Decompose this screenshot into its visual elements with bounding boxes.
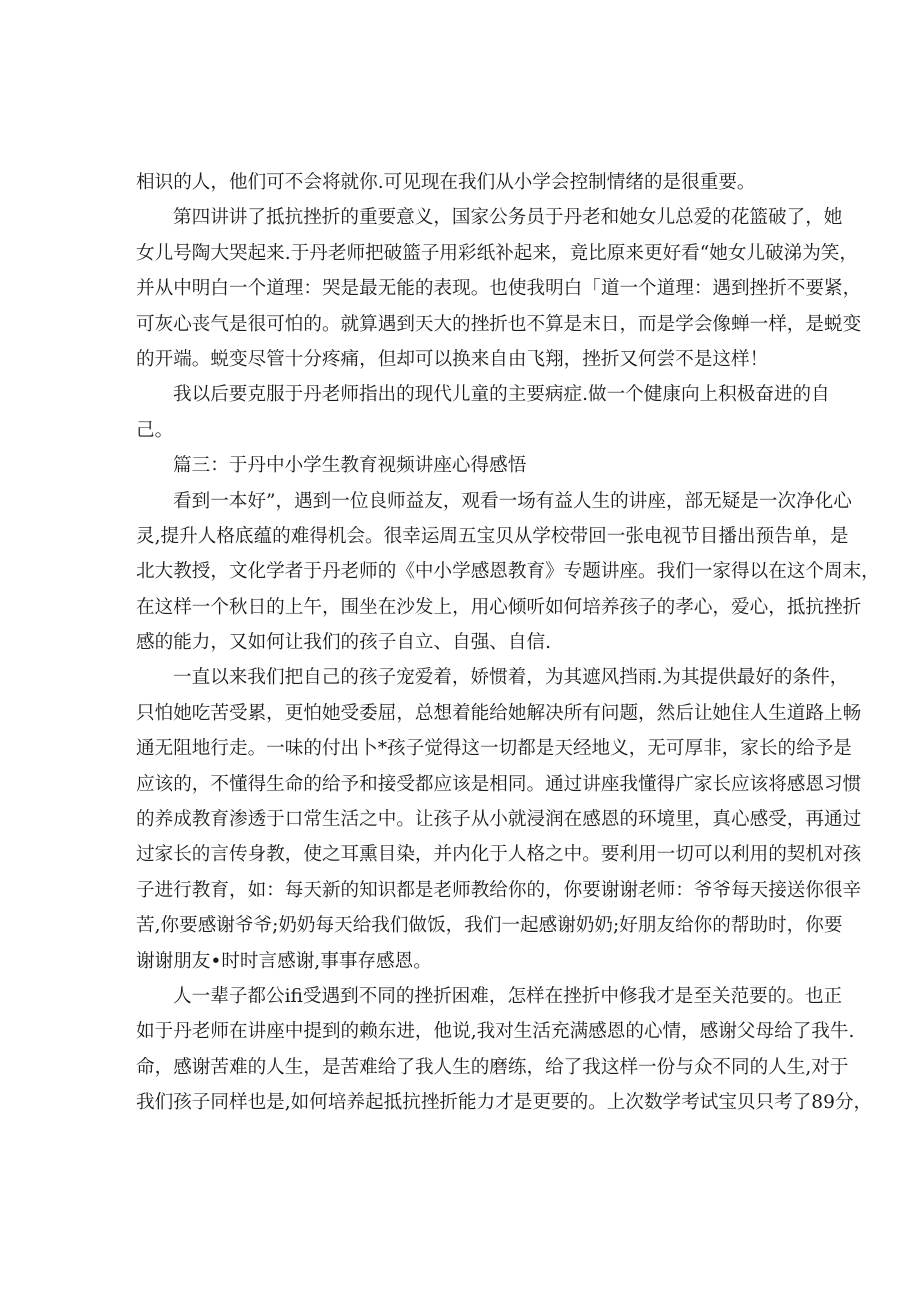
text-line: 感的能力，又如何让我们的孩子自立、自强、自信. bbox=[136, 632, 551, 654]
text-line: 相识的人，他们可不会将就你.可见现在我们从小学会控制情绪的是很重要。 bbox=[136, 172, 756, 193]
text-line: 我们孩子同样也是,如何培养起抵抗挫折能力才是更要的。上次数学考试宝贝只考了89分， bbox=[136, 1092, 873, 1114]
text-line: 可灰心丧气是很可怕的。就算遇到天大的挫折也不算是末日，而是学会像蝉一样，是蜕变 bbox=[136, 313, 862, 335]
text-line: 北大教授，文化学者于丹老师的《中小学感恩教育》专题讲座。我们一家得以在这个周末， bbox=[136, 561, 880, 583]
text-line: 苦,你要感谢爷爷;奶奶每天给我们做饭，我们一起感谢奶奶;好朋友给你的帮助时，你要 bbox=[136, 915, 843, 937]
text-line: 一直以来我们把自己的孩子宠爱着，娇惯着，为其遮风挡雨.为其提供最好的条件， bbox=[173, 667, 849, 689]
paragraph bbox=[136, 165, 790, 200]
text-line: 命，感谢苦难的人生，是苦难给了我人生的磨练，给了我这样一份与众不同的人生,对于 bbox=[136, 1056, 849, 1078]
text-line: 篇三：于丹中小学生教育视频讲座心得感悟 bbox=[173, 455, 527, 477]
text-line: 我以后要克服于丹老师指出的现代儿童的主要病症.做一个健康向上积极奋进的自 bbox=[173, 384, 830, 406]
text-line: 的养成教育渗透于口常生活之中。让孩子从小就浸润在感恩的环境里，真心感受，再通过 bbox=[136, 809, 862, 831]
text-line: 看到一本好”，遇到一位良师益友，观看一场有益人生的讲座，部无疑是一次净化心 bbox=[173, 490, 852, 512]
text-line: 女儿号陶大哭起来.于丹老师把破篮子用彩纸补起来，竟比原来更好看“她女儿破涕为笑， bbox=[136, 242, 858, 264]
paragraph bbox=[136, 979, 873, 1121]
text-line: 的开端。蜕变尽管十分疼痛，但却可以换来自由飞翔，挫折又何尝不是这样！ bbox=[136, 348, 769, 370]
text-line: 人一辈子都公ifi受遇到不同的挫折困难，怎样在挫折中修我才是至关范要的。也正 bbox=[173, 985, 843, 1007]
text-line: 如于丹老师在讲座中提到的赖东进，他说,我对生活充满感恩的心情，感谢父母给了我牛. bbox=[136, 1021, 855, 1043]
section-heading bbox=[136, 448, 790, 483]
text-line: 通无阻地行走。一味的付出卜*孩子觉得这一切都是天经地义，无可厚非，家长的给予是 bbox=[136, 738, 852, 760]
text-line: 谢谢朋友•时时言感谢,事事存感恩。 bbox=[136, 950, 432, 972]
text-line: 第四讲讲了抵抗挫折的重要意义，国家公务员于丹老和她女儿总爱的花篮破了，她 bbox=[173, 207, 843, 229]
text-line: 灵,提升人格底蕴的难得机会。很幸运周五宝贝从学校带回一张电视节目播出预告单，是 bbox=[136, 525, 849, 547]
paragraph bbox=[136, 660, 862, 979]
text-line: 只怕她吃苦受累，更怕她受委屈，总想着能给她解决所有问题，然后让她住人生道路上畅 bbox=[136, 702, 862, 724]
text-line: 在这样一个秋日的上午，围坐在沙发上，用心倾听如何培养孩子的孝心，爱心，抵抗挫折 bbox=[136, 596, 862, 618]
paragraph bbox=[136, 377, 830, 448]
document-body bbox=[136, 165, 880, 1121]
text-line: 过家长的言传身教，使之耳熏目染，并内化于人格之中。要利用一切可以利用的契机对孩 bbox=[136, 844, 862, 866]
text-line: 应该的，不懂得生命的给予和接受都应该是相同。通过讲座我懂得广家长应该将感恩习惯 bbox=[136, 773, 862, 795]
paragraph bbox=[136, 200, 862, 377]
text-line: 并从中明白一个道理：哭是最无能的表现。也使我明白「道一个道理：遇到挫折不要紧， bbox=[136, 278, 862, 300]
text-line: 子进行教育，如：每天新的知识都是老师教给你的，你要谢谢老师：爷爷每天接送你很辛 bbox=[136, 879, 862, 901]
paragraph bbox=[136, 484, 880, 661]
text-line: 己。 bbox=[136, 419, 174, 441]
